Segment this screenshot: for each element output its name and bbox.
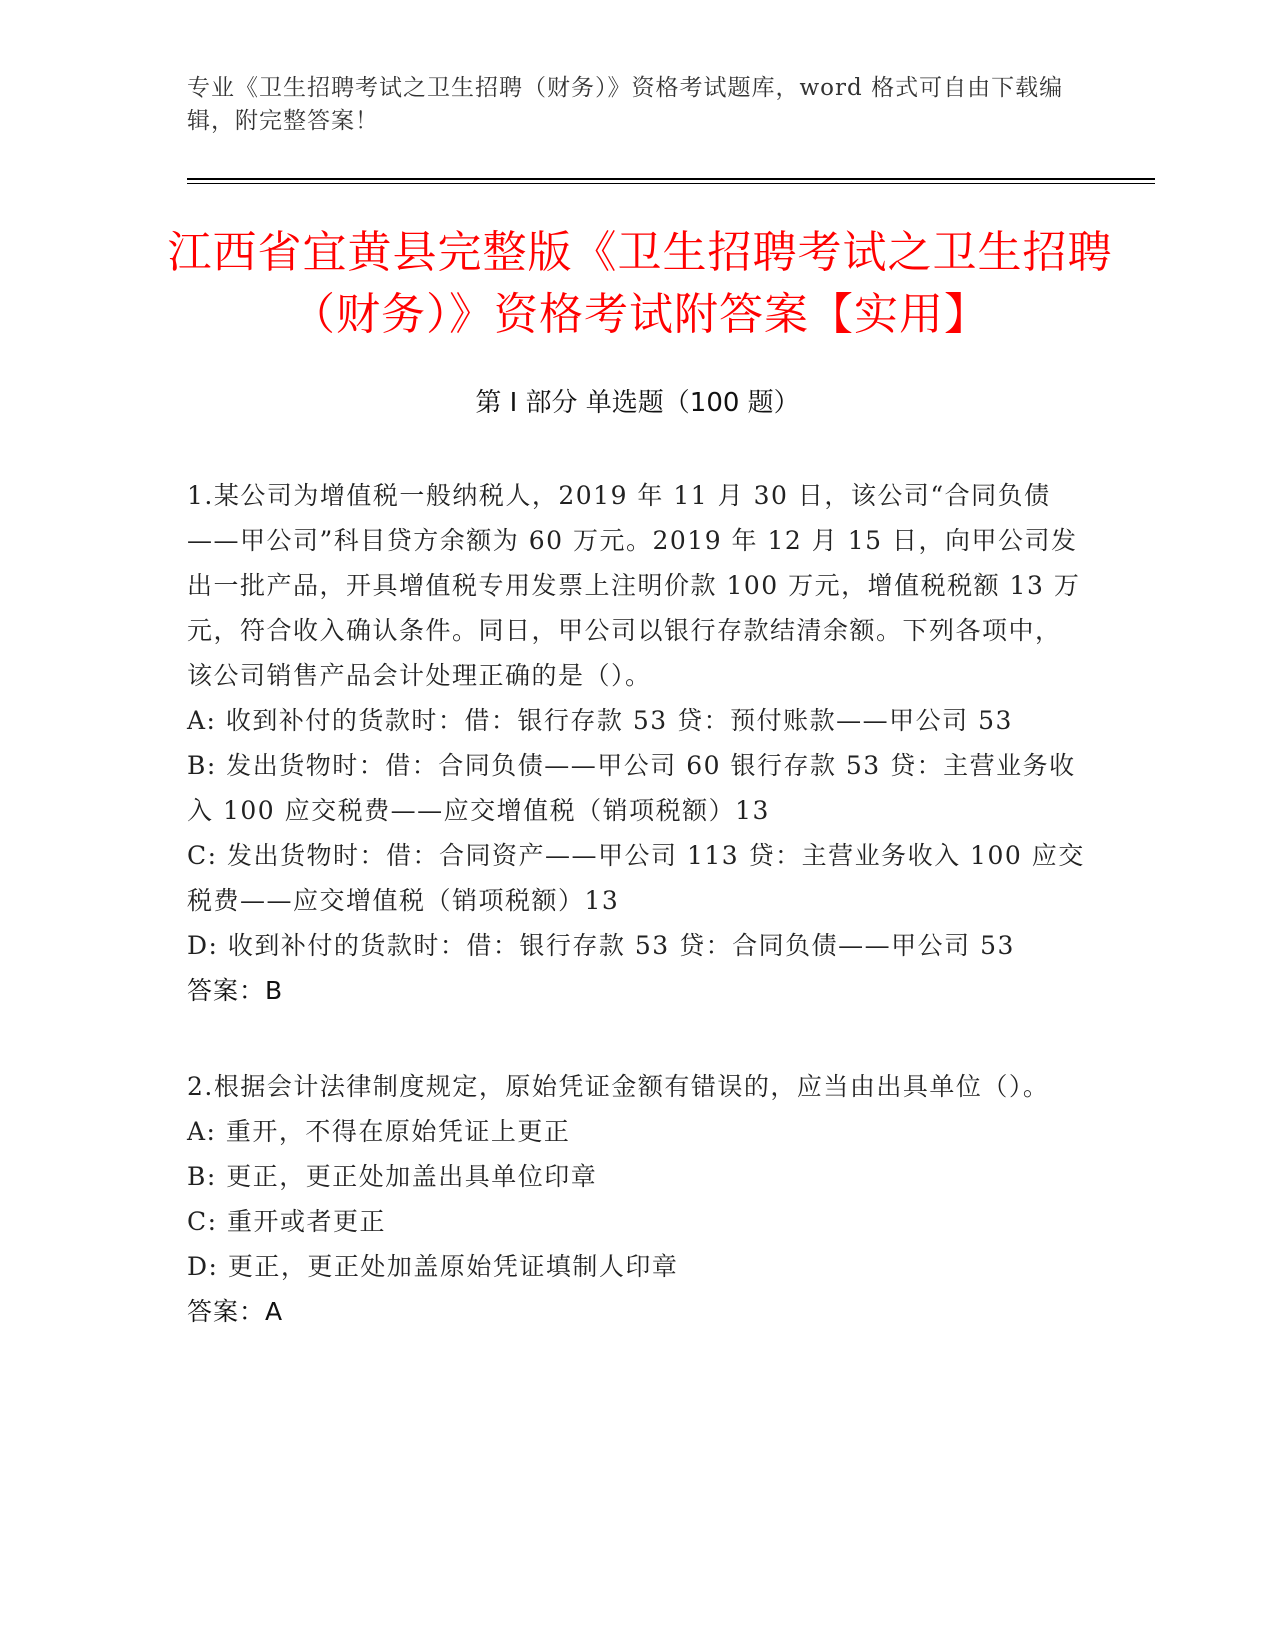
answer-line: 答案：B [187, 976, 284, 1005]
option-a: A: 收到补付的货款时：借：银行存款 53 贷：预付账款——甲公司 53 [187, 706, 1013, 735]
option-c: C: 重开或者更正 [187, 1207, 386, 1236]
question-stem: 2.根据会计法律制度规定，原始凭证金额有错误的，应当由出具单位（）。 [187, 1072, 1050, 1101]
question-stem: 1.某公司为增值税一般纳税人，2019 年 11 月 30 日，该公司“合同负债——甲公司”科目贷方余额为 60 万元。2019 年 12 月 15 日，向甲公司发出一批产品，开具增值税专用发票上注明价款 100 万元，增值税税额 13 万元，符合收入确认条件。同日，甲公司以银行存款结清余额。下列各项中，该公司销售产品会计处理正确的是（）。 [187, 481, 1081, 690]
section-heading: 第 I 部分 单选题（100 题） [475, 388, 800, 418]
option-b: B: 更正，更正处加盖出具单位印章 [187, 1162, 598, 1191]
option-c: C: 发出货物时：借：合同资产——甲公司 113 贷：主营业务收入 100 应交税费——应交增值税（销项税额）13 [187, 841, 1085, 915]
document-title: 江西省宜黄县完整版《卫生招聘考试之卫生招聘（财务）》资格考试附答案【实用】 [167, 227, 1113, 340]
question-1 [187, 473, 1087, 1013]
option-d: D: 更正，更正处加盖原始凭证填制人印章 [187, 1252, 679, 1281]
answer-line: 答案：A [187, 1297, 284, 1326]
header-rule-thick [187, 178, 1155, 180]
option-b: B: 发出货物时：借：合同负债——甲公司 60 银行存款 53 贷：主营业务收入 100 应交税费——应交增值税（销项税额）13 [187, 751, 1076, 825]
question-2 [187, 1064, 1087, 1334]
option-a: A: 重开，不得在原始凭证上更正 [187, 1117, 571, 1146]
header-rule-thin [187, 183, 1155, 184]
header-note: 专业《卫生招聘考试之卫生招聘（财务）》资格考试题库，word 格式可自由下载编辑，附完整答案！ [187, 75, 1064, 134]
option-d: D: 收到补付的货款时：借：银行存款 53 贷：合同负债——甲公司 53 [187, 931, 1015, 960]
